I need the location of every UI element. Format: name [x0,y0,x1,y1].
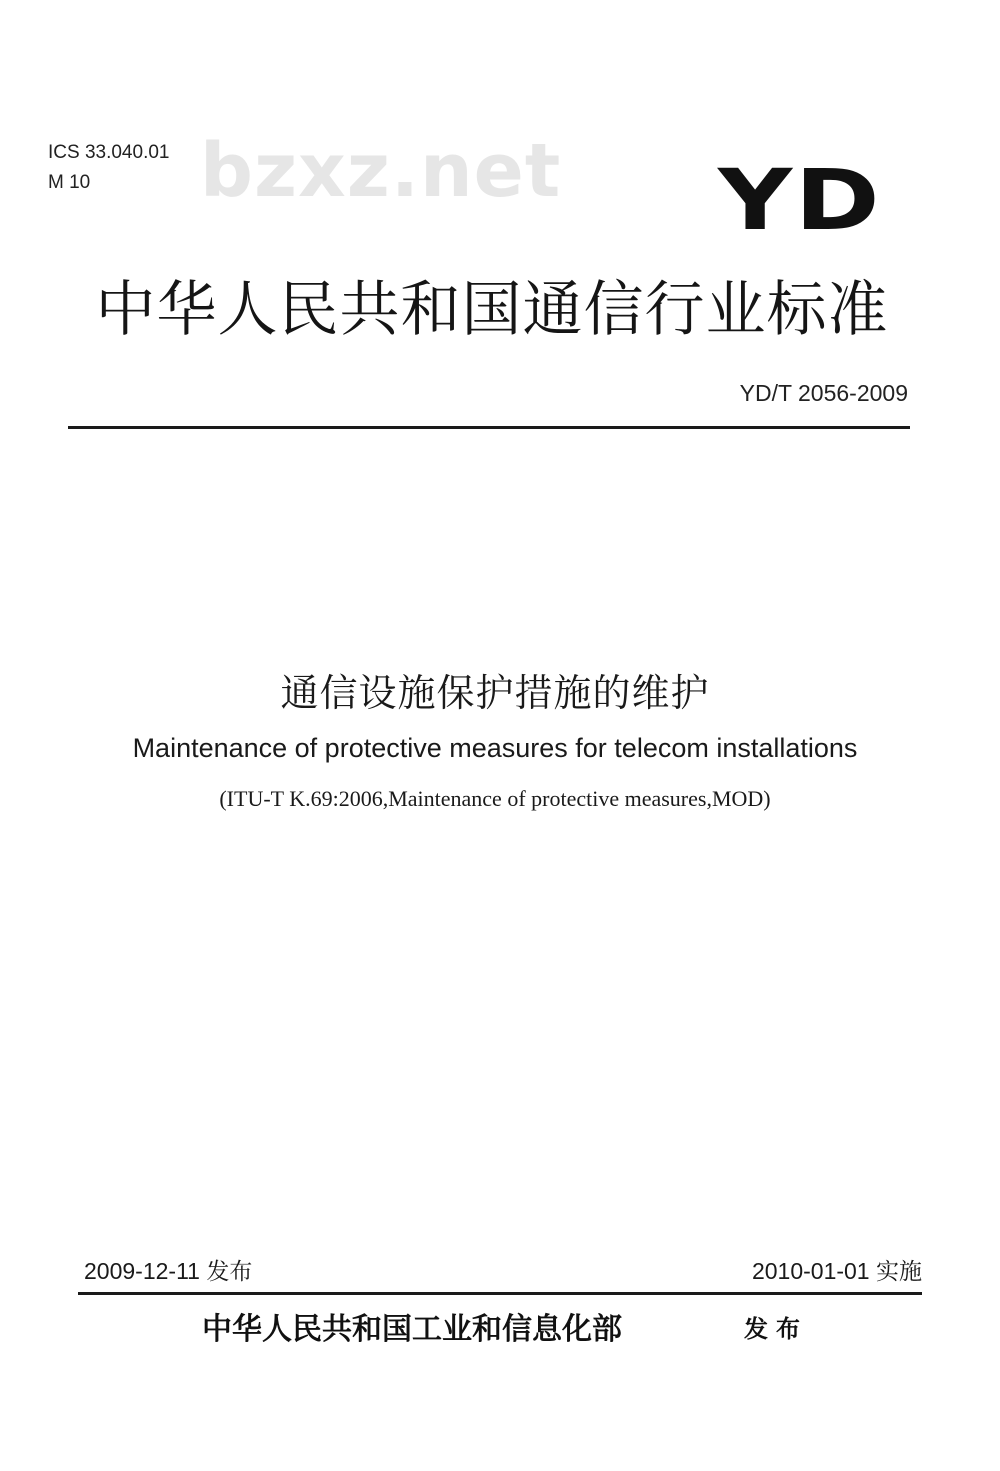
standard-number: YD/T 2056-2009 [739,380,908,406]
document-title-en: Maintenance of protective measures for telecom installations [132,733,858,763]
document-title-cn: 通信设施保护措施的维护 [280,671,710,715]
issue-date: 2009-12-11 发布 [84,1258,253,1284]
standard-title: 中华人民共和国通信行业标准 [95,275,889,345]
document-reference: (ITU-T K.69:2006,Maintenance of protective measures,MOD) [219,786,771,811]
ics-code: ICS 33.040.01 [48,142,170,163]
bottom-divider [78,1292,922,1295]
issuer-name: 中华人民共和国工业和信息化部 [202,1312,622,1347]
implementation-date: 2010-01-01 实施 [751,1258,922,1284]
yd-logo: YD [718,151,883,249]
issuer-action: 发布 [744,1315,808,1343]
watermark: bzxz.net [200,128,562,214]
clc-code: M 10 [48,172,91,193]
top-divider [68,426,910,429]
